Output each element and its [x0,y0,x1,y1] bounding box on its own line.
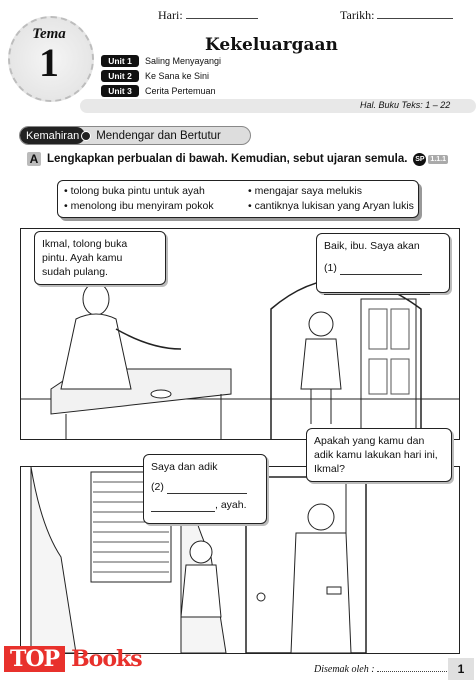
word-bank-item: • cantiknya lukisan yang Aryan lukis [248,200,414,212]
bubble-text: Saya dan adik [151,461,218,473]
speech-bubble-mother [34,231,166,285]
bubble-text: Apakah yang kamu dan [314,435,425,447]
logo-books: Books [71,646,142,672]
answer-blank-1b[interactable] [324,294,430,295]
section-letter: A [27,152,41,166]
tema-number: 1 [39,40,59,85]
unit-name: Ke Sana ke Sini [145,70,210,81]
textbook-pages: Hal. Buku Teks: 1 – 22 [360,100,451,110]
blank-number: (1) [324,262,337,274]
unit-badge: Unit 2 [101,70,139,82]
hari-blank[interactable] [186,18,258,19]
tarikh-blank[interactable] [377,18,453,19]
disemak-label: Disemak oleh : [314,664,375,675]
bubble-text: Baik, ibu. Saya akan [324,240,420,252]
sp-ref: 1.1.1 [430,155,446,163]
bubble-text: Ikmal? [314,463,345,475]
answer-blank-2b[interactable] [151,511,215,512]
bubble-text: , ayah. [215,499,247,511]
bubble-text: Ikmal, tolong buka [42,238,128,250]
instruction-text: Lengkapkan perbualan di bawah. Kemudian, sebut ujaran semula. [47,153,408,165]
speech-bubble-boy-2 [143,454,267,524]
unit-list [101,53,221,98]
tema-badge [20,26,78,90]
unit-name: Saling Menyayangi [145,55,222,66]
page-number: 1 [448,658,474,680]
word-bank [57,180,419,218]
bubble-text: pintu. Ayah kamu [42,252,123,264]
unit-row [101,83,221,98]
word-bank-item: • menolong ibu menyiram pokok [64,200,214,212]
tarikh-label: Tarikh: [340,8,375,22]
bubble-text: sudah pulang. [42,266,108,278]
kemahiran-dot-icon [81,131,91,141]
unit-row [101,53,221,68]
speech-bubble-father [306,428,452,482]
section-a-instruction [27,152,448,166]
hari-label: Hari: [158,8,183,22]
topbooks-logo [4,646,142,672]
disemak-field [314,664,447,675]
tema-label: Tema [32,26,66,42]
speech-bubble-boy-1 [316,233,450,293]
word-bank-item: • mengajar saya melukis [248,185,362,197]
bubble-text: adik kamu lakukan hari ini, [314,449,438,461]
word-bank-item: • tolong buka pintu untuk ayah [64,185,205,197]
answer-blank-2[interactable] [167,493,247,494]
sp-reference [413,153,448,166]
disemak-blank[interactable] [377,671,447,672]
unit-badge: Unit 1 [101,55,139,67]
kemahiran-skill: Mendengar dan Bertutur [96,129,221,142]
unit-badge: Unit 3 [101,85,139,97]
logo-top: TOP [4,646,65,672]
answer-blank-1[interactable] [340,274,422,275]
blank-number: (2) [151,481,164,493]
tema-title: Kekeluargaan [205,35,338,55]
kemahiran-label: Kemahiran [20,127,85,144]
unit-name: Cerita Pertemuan [145,85,216,96]
hari-field [158,8,258,23]
kemahiran-pill [19,126,251,145]
tarikh-field [340,8,453,23]
unit-row [101,68,221,83]
sp-code-icon: SP [413,153,426,166]
